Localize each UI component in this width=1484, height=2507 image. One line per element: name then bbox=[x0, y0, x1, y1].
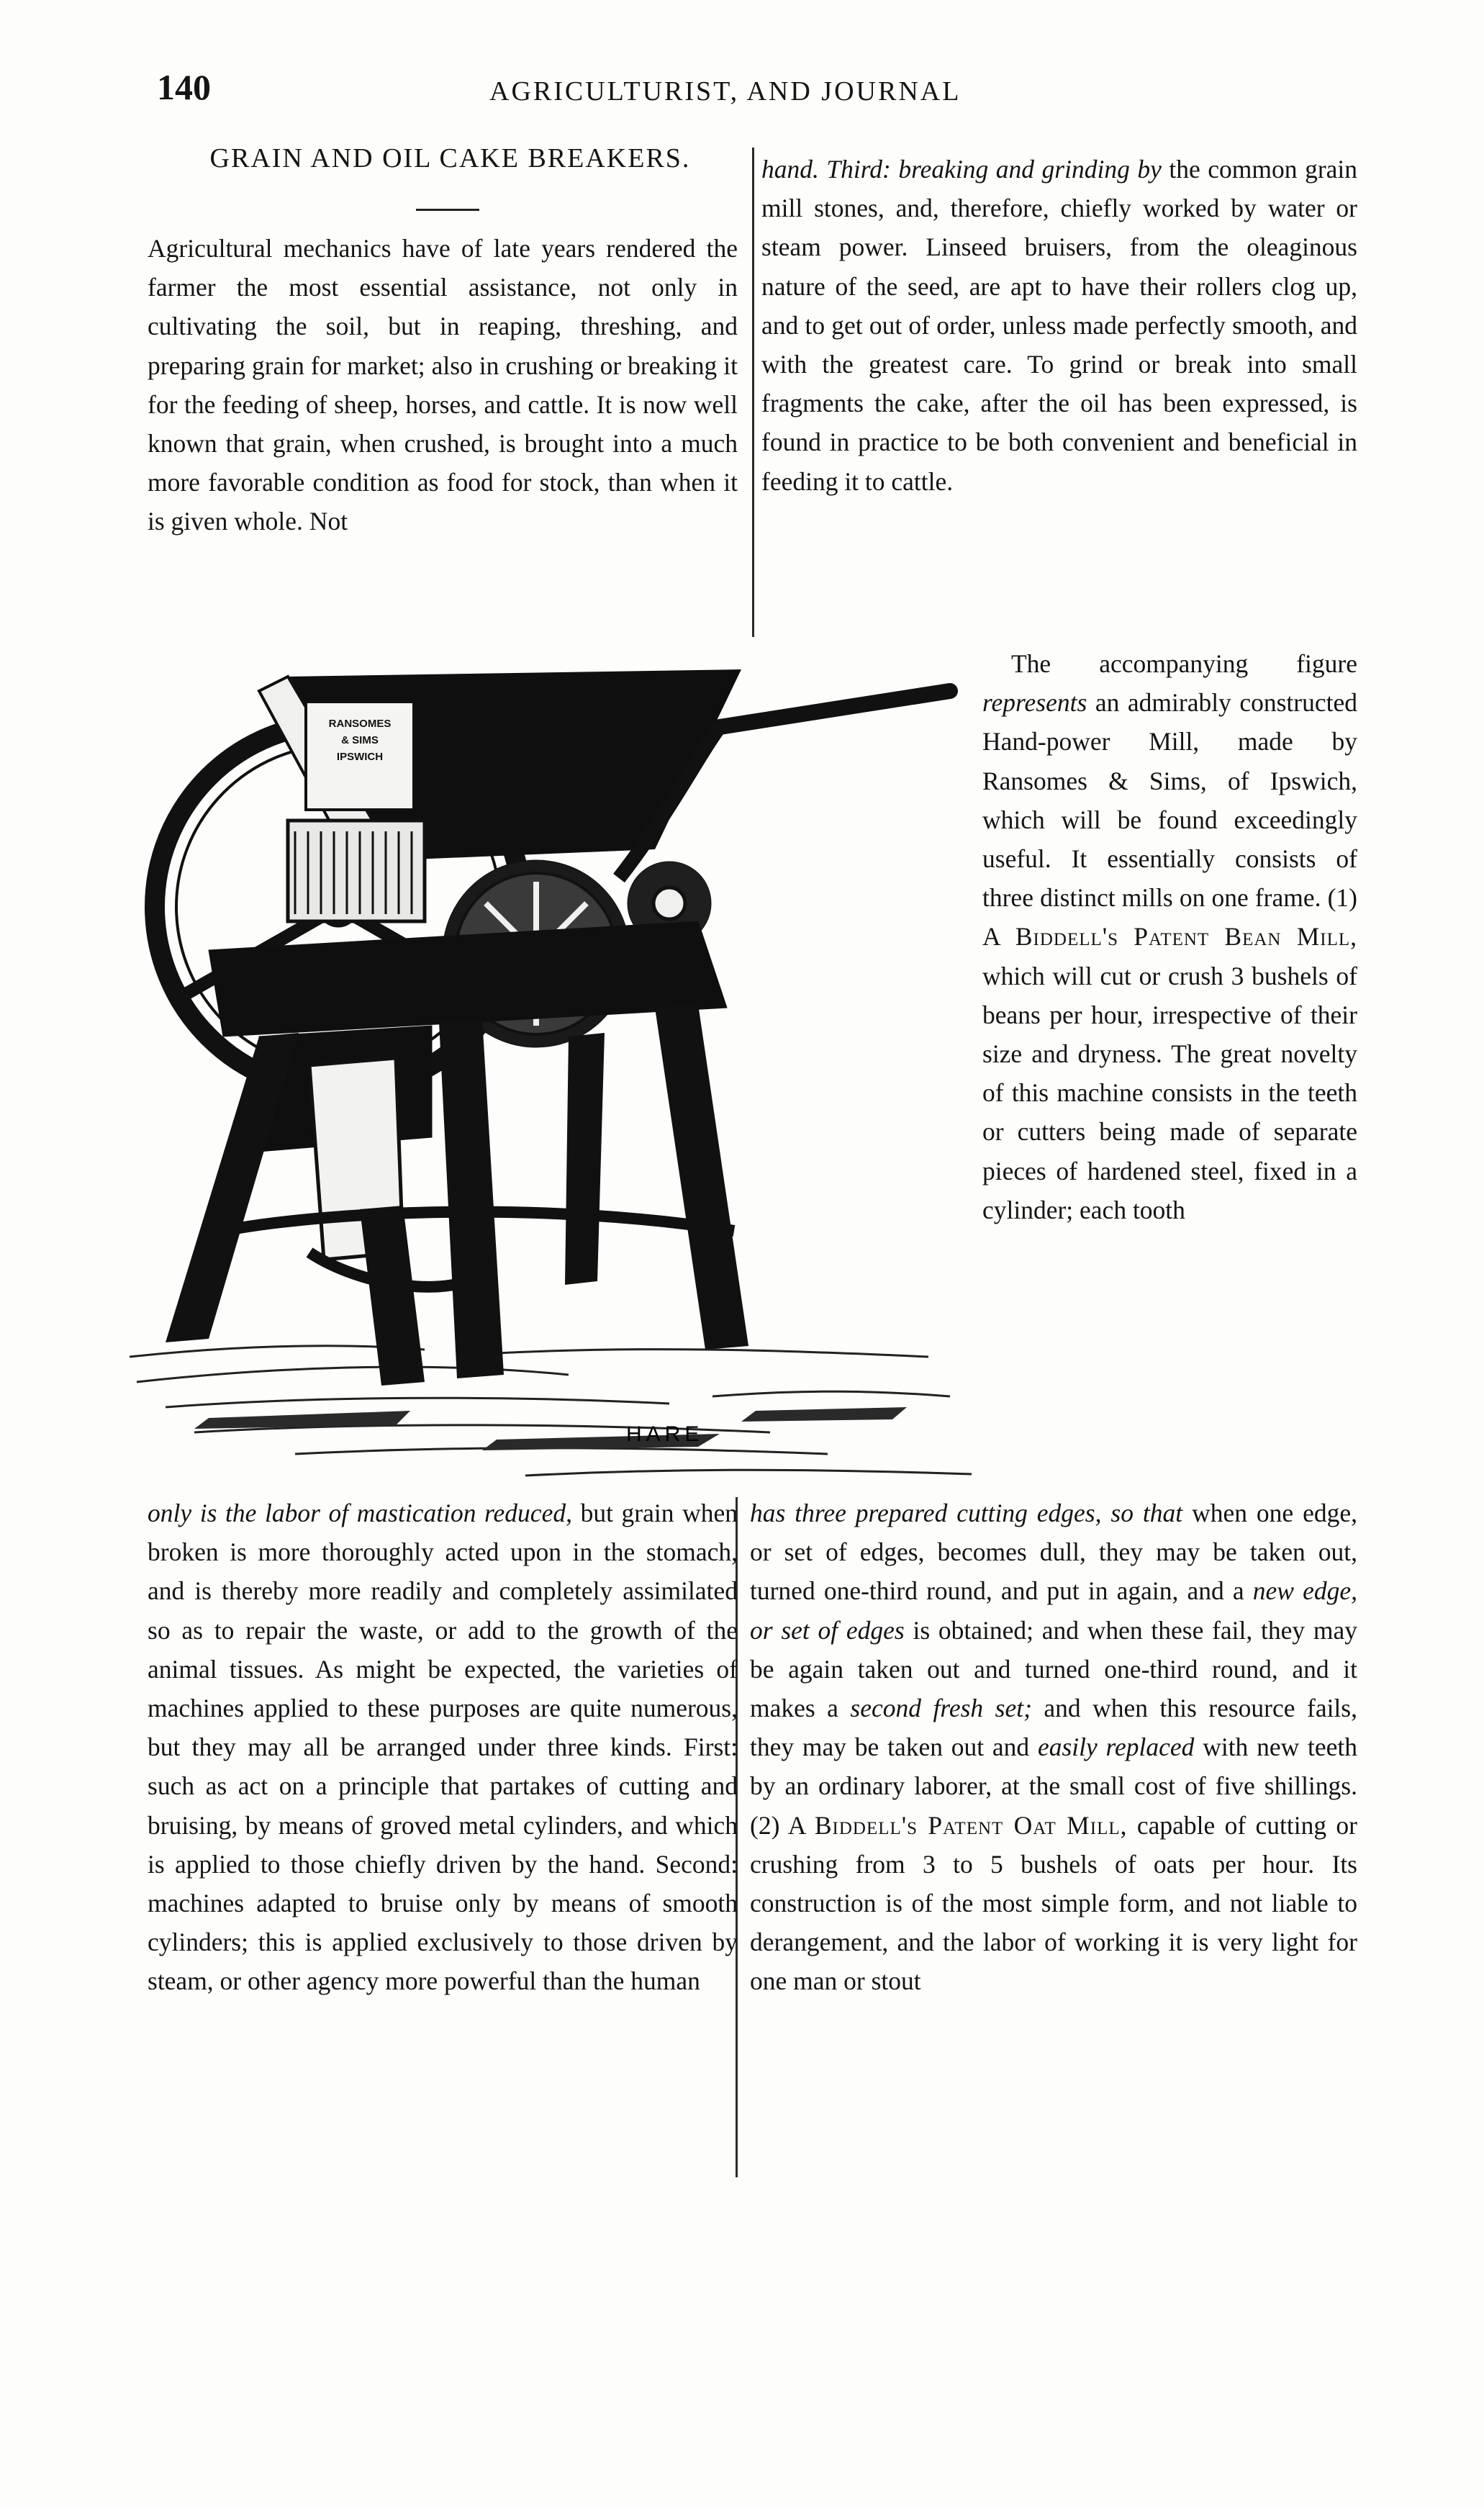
right-column-figure-wrap bbox=[982, 644, 1357, 1229]
right-column-top bbox=[761, 150, 1357, 501]
article-title: GRAIN AND OIL CAKE BREAKERS. bbox=[209, 143, 691, 173]
left-column-bottom bbox=[148, 1494, 738, 2001]
maker-plate-line-1: RANSOMES bbox=[328, 718, 392, 730]
column-rule-top bbox=[752, 148, 754, 637]
maker-plate-line-2: & SIMS bbox=[341, 734, 379, 746]
mill-legs bbox=[166, 1004, 748, 1386]
oat-mill-name: Biddell's Patent Oat Mill, bbox=[814, 1810, 1128, 1840]
right-top-paragraph bbox=[761, 150, 1357, 501]
figure-desc-text-1: The accompanying figure bbox=[1011, 649, 1357, 678]
ground-dark-patches bbox=[194, 1407, 907, 1450]
left-bottom-text: but grain when broken is more thoroughly acted upon in the stomach, and is thereby more readily and completely assimilated so as to repair the waste, or add to the growth of the animal tissues. As might be expected, the varieties of machines applied to these purposes are quite numerous, but they may all be arranged under three kinds. First: such as act on a principle that partakes of cutting and bruising, by means of groved metal cylinders, and which is applied to those chiefly driven by the hand. Second: machines adapted to bruise only by means of smooth cylinders; this is applied exclusively to those driven by steam, or other agency more powerful than the human bbox=[148, 1499, 738, 1996]
right-bottom-text-1: when one edge, or set of edges, becomes dull, they may be taken out, turned one-third round, and put in again, and a bbox=[750, 1499, 1358, 1606]
left-bottom-paragraph bbox=[148, 1494, 738, 2001]
right-bottom-italic-4: easily replaced bbox=[1037, 1733, 1195, 1762]
right-top-text: the common grain mill stones, and, therefore, chiefly worked by water or steam power. Linseed bruisers, from the oleaginous nature of the seed, are apt to have their rollers clog up, and to get out of order, unless made perfectly smooth, and with the greatest care. To grind or break into small fragments the cake, after the oil has been expressed, is found in practice to be both convenient and beneficial in feeding it to cattle. bbox=[761, 155, 1358, 496]
left-bottom-italic: only is the labor of mastication reduced, bbox=[148, 1499, 572, 1527]
right-bottom-text-5: capable of cutting or crushing from 3 to 5 bushels of oats per hour. Its construction is of the most simple form, and not liable to derangement, and the labor of working it is very light for one man or stout bbox=[750, 1810, 1358, 1996]
right-bottom-paragraph bbox=[750, 1494, 1357, 2001]
right-bottom-italic-1: has three prepared cutting edges, so that bbox=[750, 1499, 1183, 1527]
cylinder-housing bbox=[288, 821, 425, 921]
left-column-top bbox=[148, 229, 738, 541]
title-divider bbox=[416, 209, 479, 211]
right-bottom-text-2: is obtained; and when these fail, they may be again taken out and turned one-third round, and it makes a bbox=[750, 1615, 1357, 1723]
maker-plate-line-3: IPSWICH bbox=[336, 751, 384, 763]
page-number: 140 bbox=[157, 67, 211, 107]
right-bottom-italic-2: new edge, or set of edges bbox=[750, 1576, 1357, 1645]
right-column-bottom bbox=[750, 1494, 1357, 2001]
engraver-signature: HARE bbox=[626, 1422, 704, 1446]
right-bottom-italic-3: second fresh set; bbox=[850, 1694, 1032, 1723]
figure-description-paragraph bbox=[982, 644, 1357, 1229]
right-top-italic: hand. Third: breaking and grinding by bbox=[761, 155, 1162, 184]
running-head: AGRICULTURIST, AND JOURNAL bbox=[489, 76, 962, 107]
right-bottom-text-4: with new teeth by an ordinary laborer, at the small cost of five shillings. (2) A bbox=[750, 1733, 1357, 1840]
right-bottom-text-3: and when this resource fails, they may be taken out and bbox=[750, 1694, 1357, 1762]
figure-desc-text-3: which will cut or crush 3 bushels of beans per hour, irrespective of their size and dryness. The great novelty of this machine consists in the teeth or cutters being made of separate pieces of hardened steel, fixed in a cylinder; each tooth bbox=[982, 961, 1357, 1224]
mill-engraving bbox=[122, 633, 979, 1497]
figure-desc-italic: represents bbox=[982, 688, 1087, 718]
figure-desc-text-2: an admirably constructed Hand-power Mill, made by Ransomes & Sims, of Ipswich, which will be found exceedingly useful. It essentially consists of three distinct mills on one frame. (1) A bbox=[982, 688, 1357, 952]
bean-mill-name: Biddell's Patent Bean Mill, bbox=[1015, 922, 1357, 952]
intro-paragraph: Agricultural mechanics have of late years rendered the farmer the most essential assistance, not only in cultivating the soil, but in reaping, threshing, and preparing grain for market; also in crushing or breaking it for the feeding of sheep, horses, and cattle. It is now well known that grain, when crushed, is brought into a much more favorable condition as food for stock, than when it is given whole. Not bbox=[148, 234, 738, 536]
